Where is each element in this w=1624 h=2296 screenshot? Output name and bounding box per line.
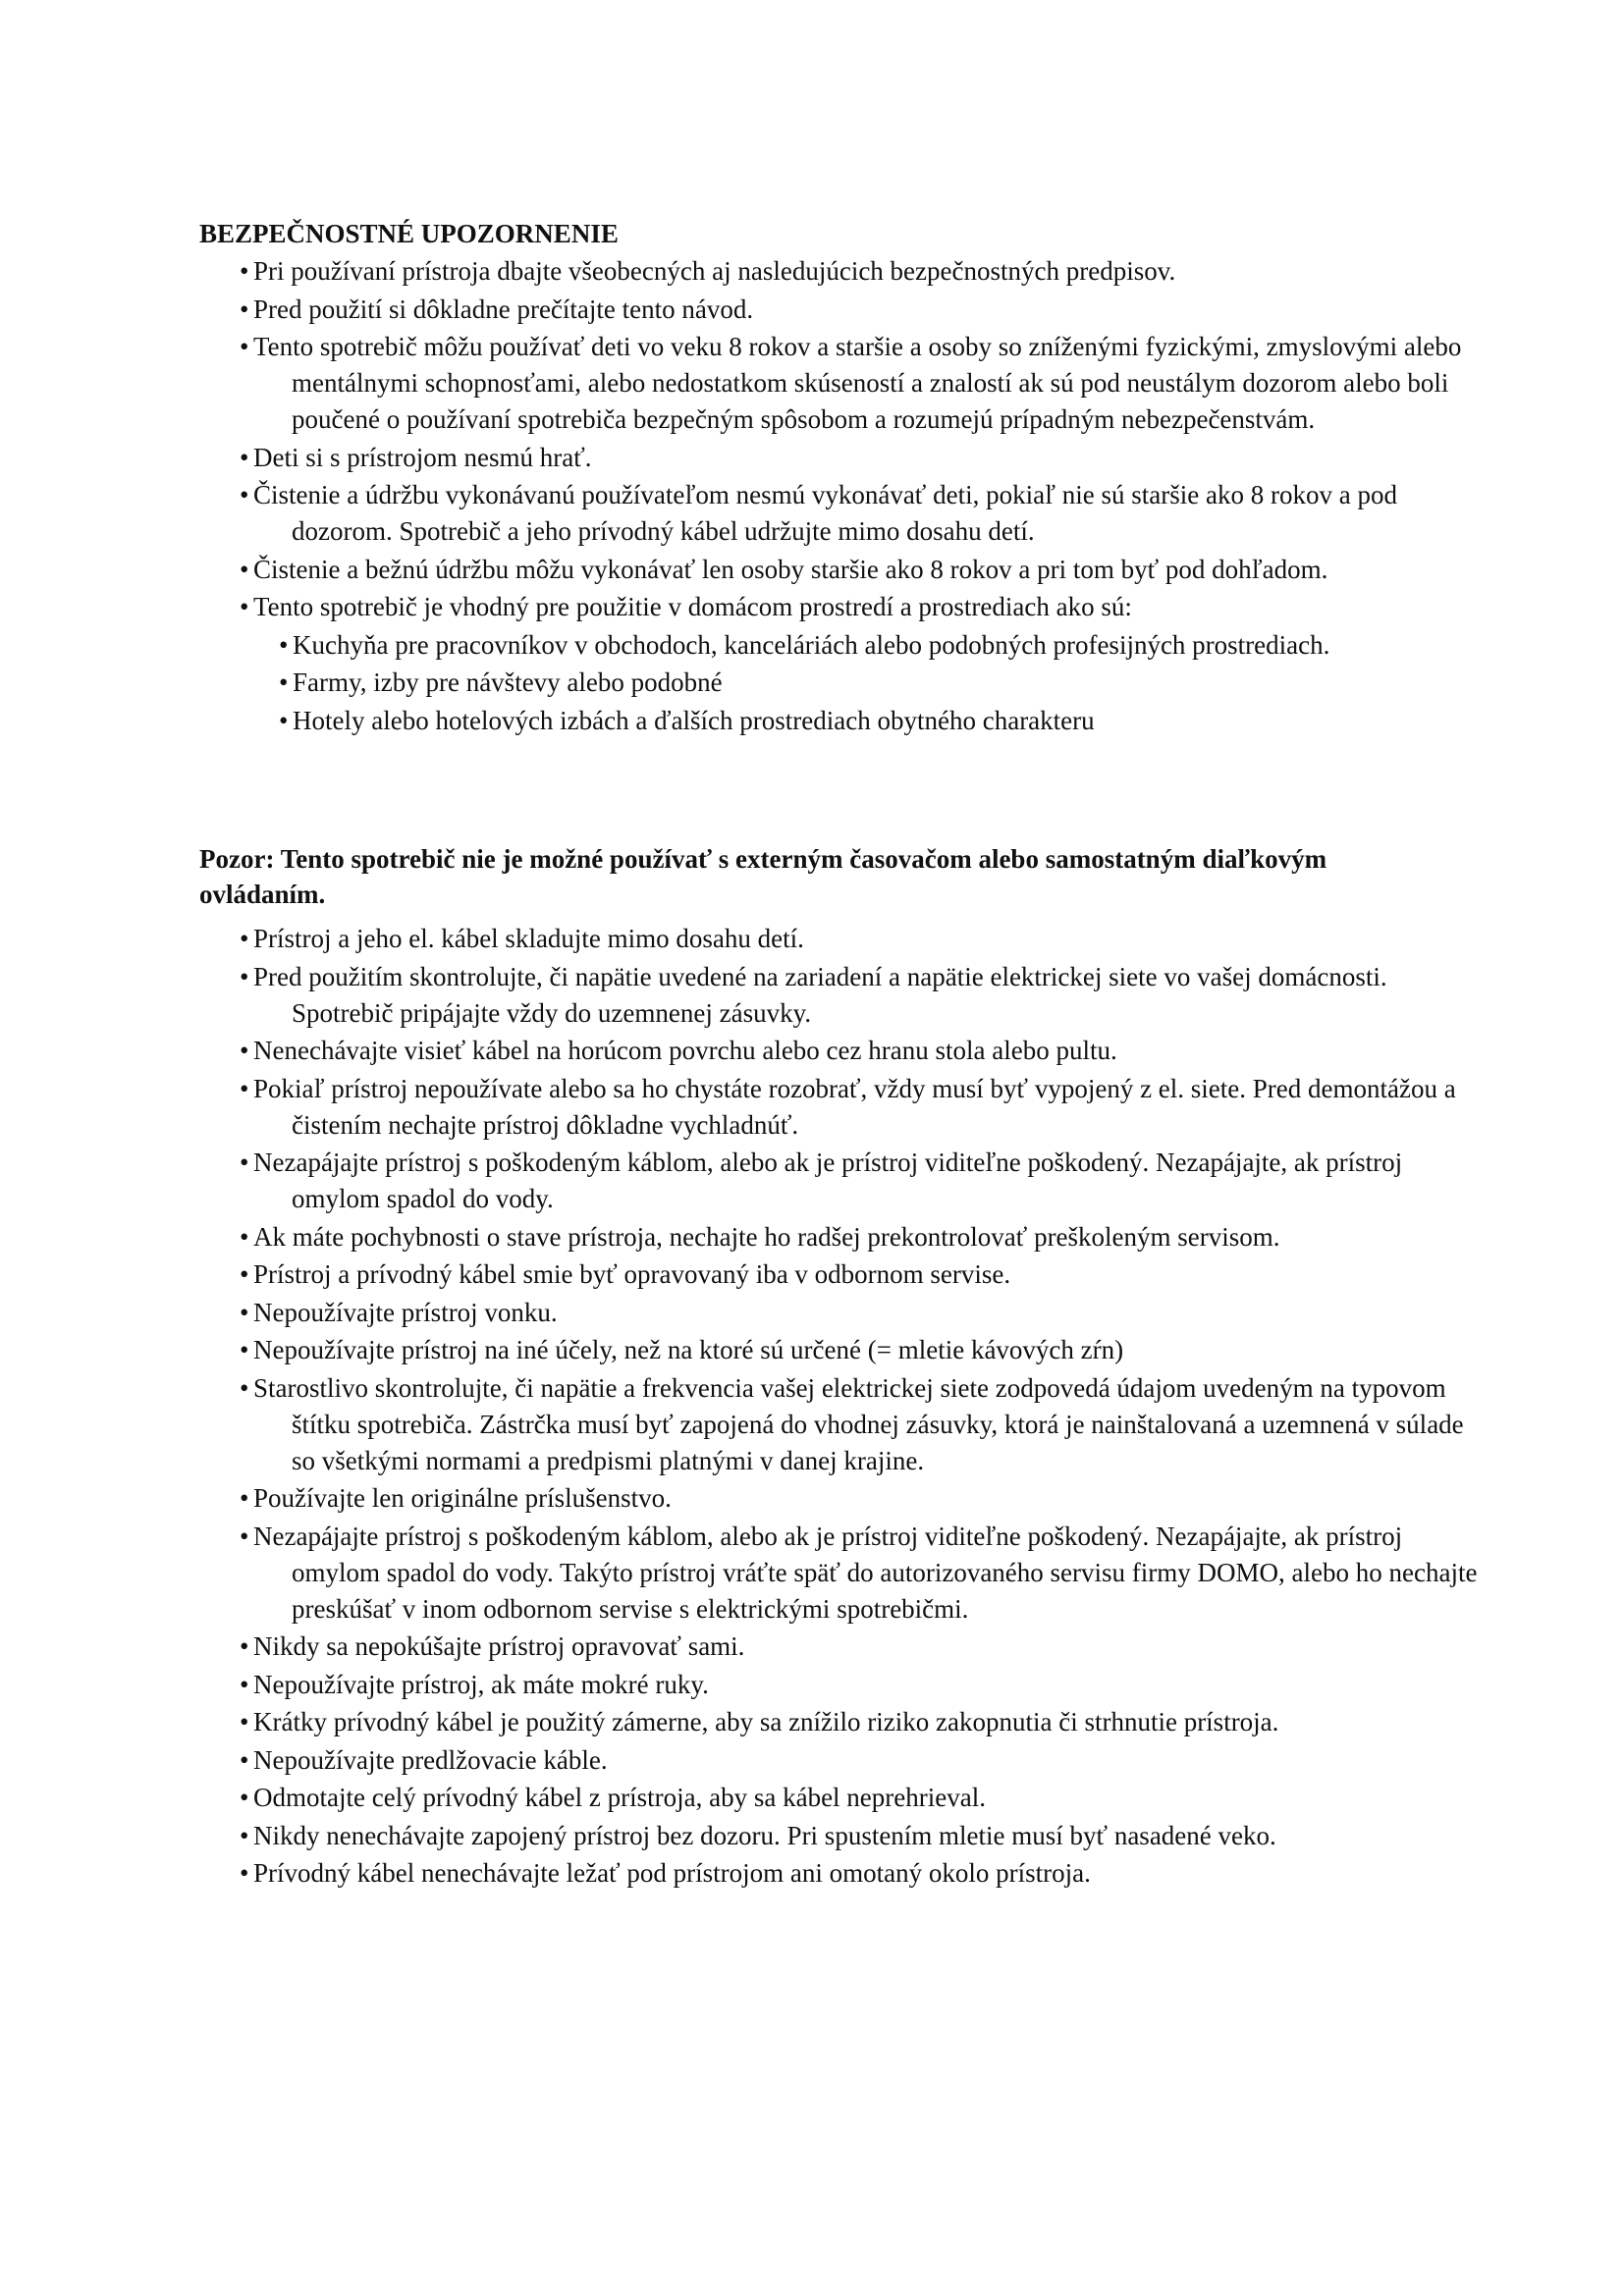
bullet-icon: • <box>240 1707 249 1736</box>
list-item-text: Krátky prívodný kábel je použitý zámerne, aby sa znížilo riziko zakopnutia či strhnutie prístroja. <box>253 1707 1279 1736</box>
warning-text: Pozor: Tento spotrebič nie je možné používať s externým časovačom alebo samostatným diaľkovým ovládaním. <box>199 844 1327 909</box>
bullet-icon: • <box>240 1669 249 1699</box>
list-item-text: Pokiaľ prístroj nepoužívate alebo sa ho chystáte rozobrať, vždy musí byť vypojený z el. siete. Pred demontážou a čistením nechajte prístroj dôkladne vychladnúť. <box>253 1073 1456 1140</box>
bullet-icon: • <box>240 1335 249 1364</box>
list-item-text: Nikdy nenechávajte zapojený prístroj bez dozoru. Pri spustením mletie musí byť nasadené veko. <box>253 1820 1276 1850</box>
bullet-icon: • <box>240 592 249 621</box>
bullet-icon: • <box>279 629 289 660</box>
list-item-text: Pred použití si dôkladne prečítajte tento návod. <box>253 294 754 324</box>
list-item-text: Pred použitím skontrolujte, či napätie uvedené na zariadení a napätie elektrickej siete vo vašej domácnosti. Spotrebič pripájajte vždy do uzemnenej zásuvky. <box>253 961 1387 1028</box>
list-item <box>279 665 1487 701</box>
bullet-icon: • <box>240 294 249 324</box>
bullet-icon: • <box>240 480 249 509</box>
bullet-icon: • <box>240 332 249 361</box>
list-item-text: Prívodný kábel nenechávajte ležať pod prístrojom ani omotaný okolo prístroja. <box>253 1858 1091 1888</box>
list-item <box>240 1742 1487 1779</box>
list-item-text: Starostlivo skontrolujte, či napätie a frekvencia vašej elektrickej siete zodpovedá údajom uvedeným na typovom štítku spotrebiča. Zástrčka musí byť zapojená do vhodnej zásuvky, ktorá je nainštalovaná a uzemnená v súlade so všetkými normami a predpismi platnými v danej krajine. <box>253 1372 1464 1475</box>
list-item-text: Čistenie a bežnú údržbu môžu vykonávať len osoby staršie ako 8 rokov a pri tom byť pod dohľadom. <box>253 554 1328 584</box>
list-item <box>240 1780 1487 1816</box>
list-item-text: Tento spotrebič je vhodný pre použitie v domácom prostredí a prostrediach ako sú: <box>253 592 1132 621</box>
list-item <box>240 1818 1487 1854</box>
bullet-icon: • <box>240 1744 249 1775</box>
bullet-icon: • <box>240 1297 249 1327</box>
list-item <box>240 1667 1487 1703</box>
bullet-icon: • <box>240 1631 249 1661</box>
list-item <box>240 959 1487 1032</box>
list-item-text: Používajte len originálne príslušenstvo. <box>253 1483 672 1513</box>
list-item <box>240 1256 1487 1293</box>
list-item-text: Ak máte pochybnosti o stave prístroja, nechajte ho radšej prekontrolovať preškoleným servisom. <box>253 1221 1280 1252</box>
bullet-icon: • <box>240 1820 249 1850</box>
section-heading: BEZPEČNOSTNÉ UPOZORNENIE <box>199 219 619 248</box>
bullet-icon: • <box>240 1783 249 1812</box>
list-item <box>279 703 1487 739</box>
bullet-icon: • <box>240 1073 249 1103</box>
list-item <box>240 1704 1487 1740</box>
bullet-icon: • <box>240 442 249 472</box>
list-item <box>279 627 1487 664</box>
list-item <box>240 253 1487 290</box>
list-item <box>240 1295 1487 1331</box>
list-item <box>240 921 1487 957</box>
list-item <box>240 1219 1487 1255</box>
list-item <box>240 1370 1487 1479</box>
bullet-icon: • <box>240 1521 249 1551</box>
list-item-text: Hotely alebo hotelových izbách a ďalších prostrediach obytného charakteru <box>293 705 1095 735</box>
list-item <box>240 1519 1487 1628</box>
bullet-icon: • <box>240 961 249 991</box>
list-item-text: Farmy, izby pre návštevy alebo podobné <box>293 667 723 697</box>
list-item <box>240 1480 1487 1517</box>
list-item <box>240 1332 1487 1368</box>
list-item <box>240 292 1487 328</box>
list-item-text: Odmotajte celý prívodný kábel z prístroja, aby sa kábel neprehrieval. <box>253 1783 986 1812</box>
list-item <box>240 1071 1487 1144</box>
list-item-text: Nezapájajte prístroj s poškodeným káblom, alebo ak je prístroj viditeľne poškodený. Nezapájajte, ak prístroj omylom spadol do vody. <box>253 1148 1403 1213</box>
bullet-icon: • <box>240 1372 249 1403</box>
bullet-icon: • <box>240 1483 249 1513</box>
bullet-icon: • <box>240 1036 249 1065</box>
bullet-icon: • <box>279 667 289 697</box>
bullet-icon: • <box>279 705 289 735</box>
list-item-text: Deti si s prístrojom nesmú hrať. <box>253 442 592 472</box>
list-item-text: Čistenie a údržbu vykonávanú používateľom nesmú vykonávať deti, pokiaľ nie sú staršie ako 8 rokov a pod dozorom. Spotrebič a jeho prívodný kábel udržujte mimo dosahu detí. <box>253 480 1397 546</box>
bullet-icon: • <box>240 554 249 584</box>
list-item <box>240 477 1487 550</box>
list-item <box>240 589 1487 625</box>
list-item-text: Tento spotrebič môžu používať deti vo veku 8 rokov a staršie a osoby so zníženými fyzickými, zmyslovými alebo mentálnymi schopnosťami, alebo nedostatkom skúseností a znalostí ak sú pod neustálym dozorom alebo boli poučené o používaní spotrebiča bezpečným spôsobom a rozumejú prípadným nebezpečenstvám. <box>253 332 1462 434</box>
list-item <box>240 1033 1487 1069</box>
safety-list-usage <box>240 921 1487 1894</box>
list-item <box>240 440 1487 476</box>
bullet-icon: • <box>240 256 249 286</box>
list-item-text: Nepoužívajte prístroj vonku. <box>253 1297 558 1327</box>
list-item <box>240 329 1487 438</box>
list-item <box>240 552 1487 588</box>
list-item <box>240 1145 1487 1217</box>
list-item-text: Nepoužívajte prístroj na iné účely, než na ktoré sú určené (= mletie kávových zŕn) <box>253 1335 1124 1364</box>
list-item-text: Prístroj a prívodný kábel smie byť opravovaný iba v odbornom servise. <box>253 1259 1011 1289</box>
list-item-text: Nezapájajte prístroj s poškodeným káblom, alebo ak je prístroj viditeľne poškodený. Nezapájajte, ak prístroj omylom spadol do vody. Takýto prístroj vráťte späť do autorizovaného servisu firmy DOMO, alebo ho nechajte preskúšať v inom odbornom servise s elektrickými spotrebičmi. <box>253 1521 1478 1624</box>
list-item-text: Pri používaní prístroja dbajte všeobecných aj nasledujúcich bezpečnostných predpisov. <box>253 256 1176 286</box>
bullet-icon: • <box>240 1858 249 1888</box>
list-item-text: Nenechávajte visieť kábel na horúcom povrchu alebo cez hranu stola alebo pultu. <box>253 1036 1117 1065</box>
list-item-text: Kuchyňa pre pracovníkov v obchodoch, kanceláriách alebo podobných profesijných prostrediach. <box>293 629 1330 660</box>
bullet-icon: • <box>240 1259 249 1289</box>
list-item <box>240 1629 1487 1665</box>
list-item <box>240 1855 1487 1892</box>
list-item-text: Prístroj a jeho el. kábel skladujte mimo dosahu detí. <box>253 924 804 953</box>
bullet-icon: • <box>240 1148 249 1177</box>
list-item-text: Nikdy sa nepokúšajte prístroj opravovať sami. <box>253 1631 745 1661</box>
list-item-text: Nepoužívajte prístroj, ak máte mokré ruky. <box>253 1669 709 1699</box>
list-item-text: Nepoužívajte predlžovacie káble. <box>253 1744 608 1775</box>
bullet-icon: • <box>240 1221 249 1252</box>
safety-list-general <box>240 253 1487 740</box>
bullet-icon: • <box>240 924 249 953</box>
